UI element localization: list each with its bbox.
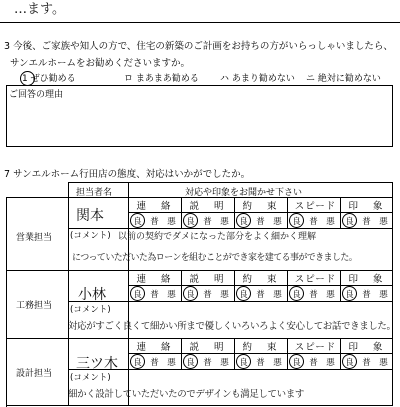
rating-bad[interactable]: 悪: [326, 216, 335, 227]
rating-normal[interactable]: 普: [309, 289, 318, 300]
q7-question: 7 サンエルホーム行田店の態度、対応はいかがでしたか。: [4, 169, 251, 180]
comment-label-sales: (コメント): [70, 231, 111, 241]
category-promise: 約 束: [242, 341, 283, 353]
rating-bad[interactable]: 悪: [167, 357, 176, 368]
rating-bad[interactable]: 悪: [220, 357, 229, 368]
category-promise: 約 束: [242, 200, 283, 212]
rating-good[interactable]: 良: [133, 289, 142, 300]
header-impression: 対応や印象をお聞かせ下さい: [185, 188, 303, 198]
rating-normal[interactable]: 普: [203, 216, 212, 227]
category-explanation: 説 明: [189, 273, 230, 285]
rating-normal[interactable]: 普: [150, 357, 159, 368]
comment-label-construction: (コメント): [70, 305, 111, 315]
rating-good[interactable]: 良: [292, 357, 301, 368]
rating-design-impression[interactable]: [340, 354, 393, 369]
rating-sales-speed[interactable]: [287, 213, 340, 228]
rating-bad[interactable]: 悪: [379, 216, 388, 227]
rating-bad[interactable]: 悪: [167, 289, 176, 300]
role-sales: 営業担当: [16, 233, 53, 243]
reason-box[interactable]: [6, 85, 393, 147]
rating-normal[interactable]: 普: [362, 289, 371, 300]
rating-good[interactable]: 良: [345, 216, 354, 227]
rating-normal[interactable]: 普: [256, 289, 265, 300]
rating-bad[interactable]: 悪: [220, 216, 229, 227]
staff-name-design: 三ツ木: [76, 356, 118, 372]
rating-bad[interactable]: 悪: [273, 216, 282, 227]
rating-normal[interactable]: 普: [203, 357, 212, 368]
q3-option-1[interactable]: 1 ぜひ勧める: [22, 74, 76, 84]
header-staff-name: 担当者名: [76, 188, 113, 198]
comment-label-design: (コメント): [70, 373, 111, 383]
rating-good[interactable]: 良: [239, 357, 248, 368]
rating-construction-promise[interactable]: [234, 286, 287, 301]
rating-bad[interactable]: 悪: [379, 289, 388, 300]
category-speed: スピード: [294, 200, 337, 212]
role-construction: 工務担当: [16, 301, 53, 311]
rating-bad[interactable]: 悪: [220, 289, 229, 300]
rating-bad[interactable]: 悪: [167, 216, 176, 227]
category-explanation: 説 明: [189, 341, 230, 353]
rating-bad[interactable]: 悪: [273, 289, 282, 300]
staff-name-sales: 関本: [76, 208, 104, 224]
q3-option-4[interactable]: ニ 絶対に勧めない: [306, 74, 381, 84]
rating-normal[interactable]: 普: [362, 357, 371, 368]
rating-bad[interactable]: 悪: [379, 357, 388, 368]
rating-good[interactable]: 良: [239, 289, 248, 300]
rating-design-contact[interactable]: [128, 354, 181, 369]
rating-design-promise[interactable]: [234, 354, 287, 369]
reason-label: ご回答の理由: [9, 90, 64, 100]
rating-construction-speed[interactable]: [287, 286, 340, 301]
q3-question-cont: サンエルホームをお勧めくださいますか。: [10, 58, 191, 69]
category-impression: 印 象: [348, 200, 389, 212]
comment-design-line2: 細かく設計していただいたのでデザインも満足しています: [68, 389, 304, 400]
rating-normal[interactable]: 普: [309, 216, 318, 227]
rating-construction-explanation[interactable]: [181, 286, 234, 301]
rating-sales-contact[interactable]: [128, 213, 181, 228]
category-contact: 連 絡: [136, 341, 177, 353]
rating-normal[interactable]: 普: [150, 289, 159, 300]
comment-construction-line1: 対応がすごく良くて細かい所まで優しくいろいろよく安心してお話できました。: [68, 321, 396, 332]
category-impression: 印 象: [348, 273, 389, 285]
comment-sales-line2: につっていただいた為ローンを組むことができ家を建てる事ができました。: [72, 253, 358, 263]
rating-normal[interactable]: 普: [203, 289, 212, 300]
rating-good[interactable]: 良: [292, 289, 301, 300]
role-design: 設計担当: [16, 369, 53, 379]
rating-normal[interactable]: 普: [362, 216, 371, 227]
q3-question: 3 今後、ご家族や知人の方で、住宅の新築のご計画をお持ちの方がいらっしゃいましたら、: [4, 41, 393, 52]
rating-sales-explanation[interactable]: [181, 213, 234, 228]
rating-design-speed[interactable]: [287, 354, 340, 369]
rating-sales-impression[interactable]: [340, 213, 393, 228]
category-explanation: 説 明: [189, 200, 230, 212]
category-promise: 約 束: [242, 273, 283, 285]
q3-option-2[interactable]: ロ まあまあ勧める: [124, 74, 199, 84]
rating-bad[interactable]: 悪: [326, 357, 335, 368]
rating-normal[interactable]: 普: [256, 216, 265, 227]
category-speed: スピード: [294, 273, 337, 285]
rating-normal[interactable]: 普: [309, 357, 318, 368]
rating-bad[interactable]: 悪: [326, 289, 335, 300]
rating-construction-impression[interactable]: [340, 286, 393, 301]
category-contact: 連 絡: [136, 200, 177, 212]
comment-sales-line1: 以前の契約でダメになった部分をよく細かく理解: [118, 232, 317, 242]
q3-option-3[interactable]: ハ あまり勧めない: [220, 74, 295, 84]
rating-good[interactable]: 良: [345, 289, 354, 300]
rating-good[interactable]: 良: [133, 357, 142, 368]
rating-good[interactable]: 良: [186, 357, 195, 368]
rating-good[interactable]: 良: [345, 357, 354, 368]
category-speed: スピード: [294, 341, 337, 353]
staff-name-construction: 小林: [78, 287, 106, 303]
rating-construction-contact[interactable]: [128, 286, 181, 301]
rating-normal[interactable]: 普: [256, 357, 265, 368]
rating-normal[interactable]: 普: [150, 216, 159, 227]
category-contact: 連 絡: [136, 273, 177, 285]
rating-bad[interactable]: 悪: [273, 357, 282, 368]
rating-design-explanation[interactable]: [181, 354, 234, 369]
rating-good[interactable]: 良: [186, 216, 195, 227]
rating-good[interactable]: 良: [186, 289, 195, 300]
previous-answer-box-bottom: [0, 22, 400, 23]
rating-good[interactable]: 良: [239, 216, 248, 227]
rating-sales-promise[interactable]: [234, 213, 287, 228]
category-impression: 印 象: [348, 341, 389, 353]
rating-good[interactable]: 良: [292, 216, 301, 227]
previous-answer-handwriting: …ます。: [14, 2, 65, 17]
rating-good[interactable]: 良: [133, 216, 142, 227]
